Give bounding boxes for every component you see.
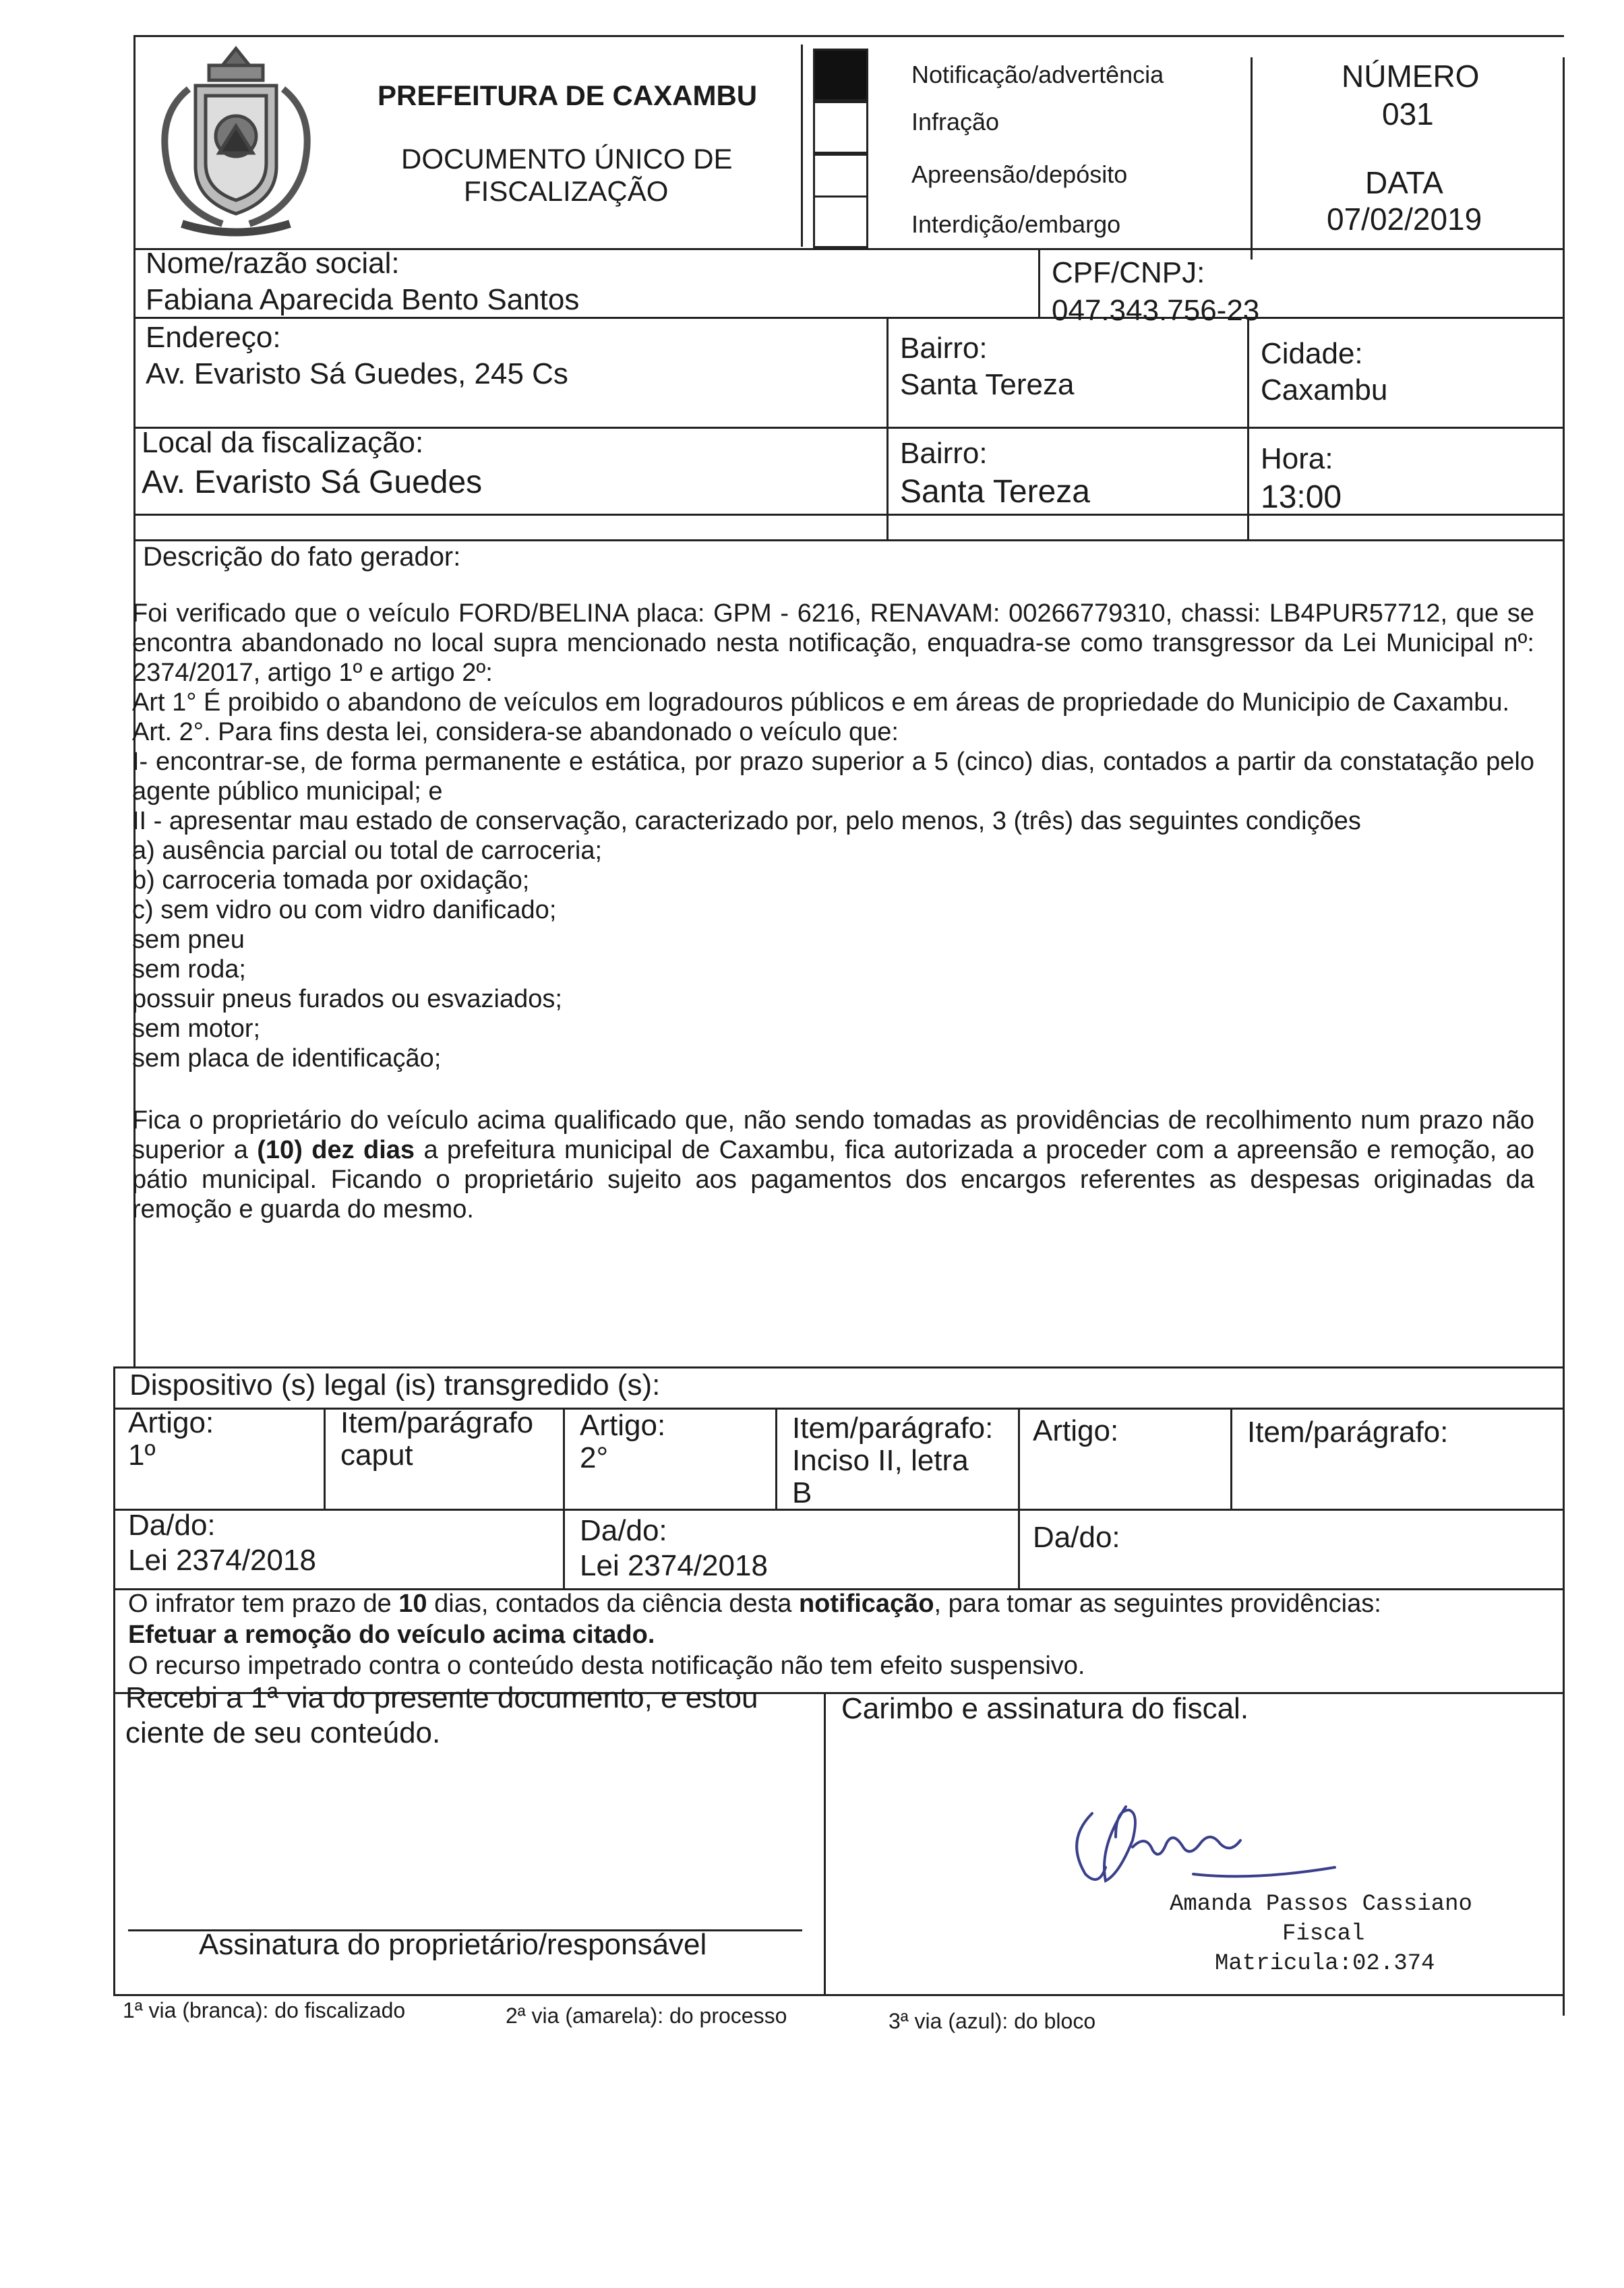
checkbox-notificacao[interactable] xyxy=(813,49,868,101)
item-2-value-b: B xyxy=(792,1476,812,1509)
prazo-l1-c: dias, contados da ciência desta xyxy=(427,1590,799,1618)
data-label: DATA xyxy=(1365,165,1443,200)
frame-left-lower xyxy=(113,1366,115,1995)
local-bairro-label: Bairro: xyxy=(900,437,988,470)
data-value: 07/02/2019 xyxy=(1327,202,1482,237)
recebi-line-1: Recebi a 1ª via do presente documento, e estou xyxy=(125,1681,758,1714)
prazo-line-2: Efetuar a remoção do veículo acima citado. xyxy=(128,1621,655,1649)
prazo-text-a: Fica o proprietário do veículo acima qualificado que, não sendo tomadas as providências de recolhimento num prazo não superior a xyxy=(132,1106,1534,1164)
numero-value: 031 xyxy=(1382,96,1434,131)
descricao-paragraph-prazo xyxy=(132,1106,1534,1224)
type-notificacao: Notificação/advertência xyxy=(911,61,1164,88)
header-divider-1 xyxy=(801,44,803,247)
cidade-value: Caxambu xyxy=(1261,373,1388,407)
descricao-item: sem motor; xyxy=(132,1015,261,1043)
row-local-bottom-2 xyxy=(135,539,1564,541)
descricao-art2: Art. 2°. Para fins desta lei, considera-se abandonado o veículo que: xyxy=(132,718,899,746)
descricao-paragraph-veiculo: Foi verificado que o veículo FORD/BELINA placa: GPM - 6216, RENAVAM: 00266779310, chassi: LB4PUR57712, que se encontra abandonado no local supra mencionado nesta notificação, enquadra-se como transgressor da Lei Municipal nº: 2374/2017, artigo 1º e artigo 2º: xyxy=(132,599,1534,687)
doc-title-line2: FISCALIZAÇÃO xyxy=(464,175,669,207)
header-divider-2 xyxy=(1251,57,1253,260)
bairro-divider xyxy=(886,317,889,539)
disp-col-1 xyxy=(324,1408,326,1509)
type-interdicao: Interdição/embargo xyxy=(911,210,1121,238)
cpf-divider xyxy=(1038,248,1040,317)
hora-value: 13:00 xyxy=(1261,479,1342,515)
fiscal-matricula: Matricula:02.374 xyxy=(1215,1951,1435,1977)
descricao-item: sem placa de identificação; xyxy=(132,1044,442,1073)
prazo-l1-days: 10 xyxy=(398,1590,427,1618)
cpf-value: 047.343.756-23 xyxy=(1052,294,1260,327)
dado-1-label: Da/do: xyxy=(128,1509,216,1542)
checkbox-interdicao[interactable] xyxy=(813,195,868,248)
frame-top xyxy=(135,35,1564,37)
signature-divider xyxy=(824,1692,826,1995)
bairro-label: Bairro: xyxy=(900,332,988,365)
descricao-item: sem roda; xyxy=(132,955,246,984)
row-nome-bottom xyxy=(135,317,1564,319)
nome-value: Fabiana Aparecida Bento Santos xyxy=(146,283,580,316)
via-3: 3ª via (azul): do bloco xyxy=(889,2009,1096,2033)
descricao-item: c) sem vidro ou com vidro danificado; xyxy=(132,896,557,924)
cpf-label: CPF/CNPJ: xyxy=(1052,256,1205,289)
dado-2-value: Lei 2374/2018 xyxy=(580,1549,768,1582)
prazo-line-3: O recurso impetrado contra o conteúdo desta notificação não tem efeito suspensivo. xyxy=(128,1652,1085,1680)
item-1-value: caput xyxy=(340,1439,413,1472)
disp-col-4 xyxy=(1018,1408,1020,1590)
local-bairro-value: Santa Tereza xyxy=(900,474,1090,510)
checkbox-infracao[interactable] xyxy=(813,101,868,154)
dado-2-label: Da/do: xyxy=(580,1514,667,1547)
type-infracao: Infração xyxy=(911,108,1000,136)
fiscal-nome: Amanda Passos Cassiano xyxy=(1170,1892,1472,1917)
local-value: Av. Evaristo Sá Guedes xyxy=(142,464,483,500)
dispositivo-label: Dispositivo (s) legal (is) transgredido (s): xyxy=(129,1368,661,1402)
descricao-body xyxy=(132,599,1534,1224)
hora-label: Hora: xyxy=(1261,442,1333,475)
dispositivo-header-line xyxy=(113,1408,1565,1410)
disp-col-3 xyxy=(775,1408,777,1509)
prazo-text-c: a prefeitura municipal de Caxambu, fica autorizada a proceder com a apreensão e remoção, ao pátio municipal. Ficando o proprietário sujeito aos pagamentos dos encargos referentes as despesas originadas da remoção e guarda do mesmo. xyxy=(132,1136,1534,1224)
bairro-value: Santa Tereza xyxy=(900,368,1075,401)
dado-1-value: Lei 2374/2018 xyxy=(128,1544,316,1577)
descricao-item: b) carroceria tomada por oxidação; xyxy=(132,866,530,895)
prazo-line-1 xyxy=(128,1590,1381,1619)
descricao-inciso-i: I- encontrar-se, de forma permanente e estática, por prazo superior a 5 (cinco) dias, contados a partir da constatação pelo agente público municipal; e xyxy=(132,748,1534,806)
disp-col-2 xyxy=(563,1408,565,1590)
descricao-inciso-ii: II - apresentar mau estado de conservação, caracterizado por, pelo menos, 3 (três) das seguintes condições xyxy=(132,807,1361,835)
item-1-label: Item/parágrafo xyxy=(340,1406,534,1439)
artigo-2-value: 2° xyxy=(580,1441,609,1474)
cidade-label: Cidade: xyxy=(1261,337,1363,370)
local-label: Local da fiscalização: xyxy=(142,426,424,459)
endereco-value: Av. Evaristo Sá Guedes, 245 Cs xyxy=(146,357,568,390)
doc-title-line1: DOCUMENTO ÚNICO DE xyxy=(401,143,733,175)
descricao-art1: Art 1° É proibido o abandono de veículos em logradouros públicos e em áreas de propriedade do Municipio de Caxambu. xyxy=(132,688,1510,717)
artigo-1-value: 1º xyxy=(128,1439,156,1472)
prazo-l1-a: O infrator tem prazo de xyxy=(128,1590,399,1618)
via-1: 1ª via (branca): do fiscalizado xyxy=(123,1998,406,2022)
assinatura-label: Assinatura do proprietário/responsável xyxy=(199,1928,707,1961)
coat-of-arms xyxy=(142,42,330,241)
prazo-l1-notificacao: notificação xyxy=(798,1590,934,1618)
descricao-label: Descrição do fato gerador: xyxy=(143,542,461,572)
endereco-label: Endereço: xyxy=(146,321,281,354)
fiscal-cargo: Fiscal xyxy=(1282,1921,1365,1947)
artigo-2-label: Artigo: xyxy=(580,1409,666,1442)
prazo-l1-e: , para tomar as seguintes providências: xyxy=(934,1590,1381,1618)
cidade-divider xyxy=(1247,317,1249,539)
carimbo-label: Carimbo e assinatura do fiscal. xyxy=(841,1692,1249,1725)
artigo-3-label: Artigo: xyxy=(1033,1414,1119,1447)
item-3-label: Item/parágrafo: xyxy=(1247,1416,1449,1449)
artigo-1-label: Artigo: xyxy=(128,1406,214,1439)
recebi-line-2: ciente de seu conteúdo. xyxy=(125,1716,441,1749)
descricao-item: possuir pneus furados ou esvaziados; xyxy=(132,985,562,1013)
type-apreensao: Apreensão/depósito xyxy=(911,160,1128,188)
descricao-item: a) ausência parcial ou total de carroceria; xyxy=(132,837,603,865)
frame-right xyxy=(1563,57,1565,2016)
fiscal-handwritten-signature xyxy=(1065,1793,1348,1904)
descricao-item: sem pneu xyxy=(132,926,245,954)
dispositivo-mid-line xyxy=(113,1509,1565,1511)
org-name: PREFEITURA DE CAXAMBU xyxy=(378,80,758,111)
via-2: 2ª via (amarela): do processo xyxy=(506,2004,787,2028)
disp-col-5 xyxy=(1230,1408,1232,1509)
frame-bottom xyxy=(113,1994,1565,1996)
item-2-value: Inciso II, letra xyxy=(792,1444,969,1477)
item-2-label: Item/parágrafo: xyxy=(792,1412,994,1445)
row-local-bottom xyxy=(135,514,1564,516)
numero-label: NÚMERO xyxy=(1342,59,1480,94)
dado-3-label: Da/do: xyxy=(1033,1521,1120,1554)
prazo-days: (10) dez dias xyxy=(257,1136,415,1164)
nome-label: Nome/razão social: xyxy=(146,247,400,280)
